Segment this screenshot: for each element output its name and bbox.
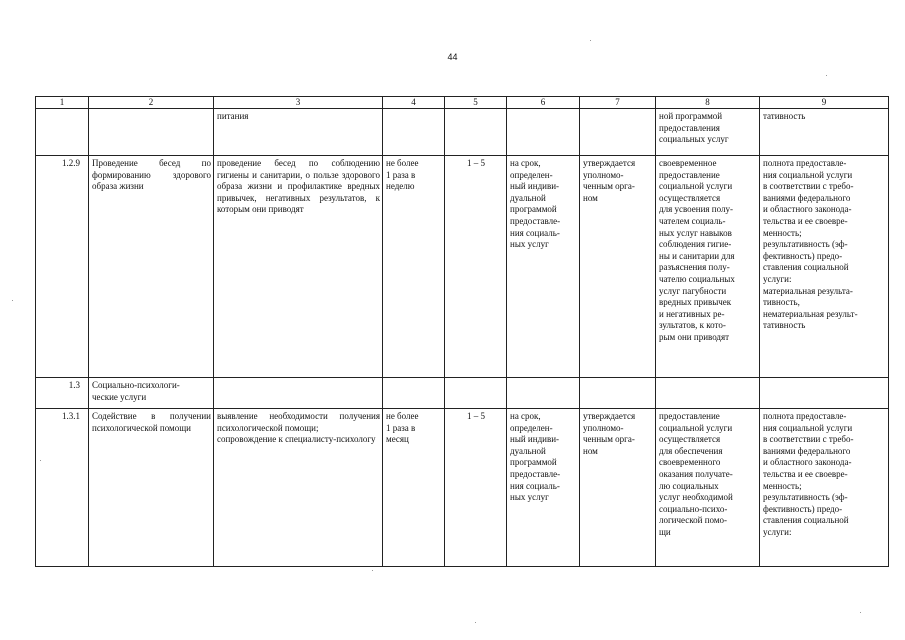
table-row [36, 109, 889, 156]
scan-speck [475, 622, 476, 623]
cell-grade: 1 – 5 [445, 409, 507, 567]
cell-grade [445, 109, 507, 156]
cell-term [507, 378, 580, 409]
cell-number: 1.3 [36, 378, 89, 409]
cell-indicators: полнота предоставле- ния социальной услуги в соответствии с требо- ваниями федерального и областного законода- тельства и ее своевре- менность; результативность (эф- фективность) предо- ставления социальной услуги: материальная результа- тивность, нематериальная результ- тативность [760, 156, 889, 378]
cell-grade: 1 – 5 [445, 156, 507, 378]
cell-frequency: не более 1 раза в месяц [383, 409, 445, 567]
cell-cost [580, 109, 656, 156]
scan-speck [860, 612, 861, 613]
cell-conditions: ной программой предоставления социальных услуг [656, 109, 760, 156]
table-row [36, 409, 889, 567]
cell-indicators [760, 378, 889, 409]
cell-cost [580, 378, 656, 409]
header-cell: 6 [507, 97, 580, 109]
services-table [35, 96, 889, 567]
cell-frequency [383, 378, 445, 409]
cell-description [214, 378, 383, 409]
scan-speck [372, 570, 373, 571]
cell-service-name: Социально-психологи- ческие услуги [89, 378, 214, 409]
cell-frequency: не более 1 раза в неделю [383, 156, 445, 378]
cell-description: проведение бесед по соблюдению гигиены и санитарии, о пользе здорового образа жизни и профилактике вредных привычек, негативных результатов, к которым они приводят [214, 156, 383, 378]
scan-speck [40, 460, 41, 461]
header-cell: 1 [36, 97, 89, 109]
table-row [36, 156, 889, 378]
cell-service-name: Содействие в получении психологической помощи [89, 409, 214, 567]
cell-service-name: Проведение бесед по формированию здорового образа жизни [89, 156, 214, 378]
cell-conditions [656, 378, 760, 409]
scan-speck [12, 300, 13, 301]
header-cell: 5 [445, 97, 507, 109]
cell-term: на срок, определен- ный индиви- дуальной программой предоставле- ния социаль- ных услуг [507, 156, 580, 378]
header-cell: 7 [580, 97, 656, 109]
cell-description: питания [214, 109, 383, 156]
header-cell: 4 [383, 97, 445, 109]
header-row [36, 97, 889, 109]
cell-indicators: тативность [760, 109, 889, 156]
cell-number: 1.3.1 [36, 409, 89, 567]
header-cell: 8 [656, 97, 760, 109]
cell-frequency [383, 109, 445, 156]
cell-conditions: своевременное предоставление социальной услуги осуществляется для усвоения полу- чателем социаль- ных услуг навыков соблюдения гигие- ны и санитарии для разъяснения полу- чателю социальных услуг пагубности вредных привычек и негативных ре- зультатов, к кото- рым они приводят [656, 156, 760, 378]
header-cell: 9 [760, 97, 889, 109]
page-number: 44 [447, 52, 458, 62]
cell-indicators: полнота предоставле- ния социальной услуги в соответствии с требо- ваниями федерального и областного законода- тельства и ее своевре- менность; результативность (эф- фективность) предо- ставления социальной услуги: [760, 409, 889, 567]
cell-cost: утверждается уполномо- ченным орга- ном [580, 156, 656, 378]
scan-speck [826, 75, 827, 76]
cell-number [36, 109, 89, 156]
cell-number: 1.2.9 [36, 156, 89, 378]
cell-cost: утверждается уполномо- ченным орга- ном [580, 409, 656, 567]
cell-term: на срок, определен- ный индиви- дуальной программой предоставле- ния социаль- ных услуг [507, 409, 580, 567]
cell-grade [445, 378, 507, 409]
cell-service-name [89, 109, 214, 156]
table-row [36, 378, 889, 409]
cell-conditions: предоставление социальной услуги осуществляется для обеспечения своевременного оказания получате- лю социальных услуг необходимой социально-психо- логической помо- щи [656, 409, 760, 567]
header-cell: 2 [89, 97, 214, 109]
scan-speck [590, 40, 591, 41]
header-cell: 3 [214, 97, 383, 109]
cell-description: выявление необходимости получения психологической помощи; сопровождение к специалисту-психологу [214, 409, 383, 567]
cell-term [507, 109, 580, 156]
